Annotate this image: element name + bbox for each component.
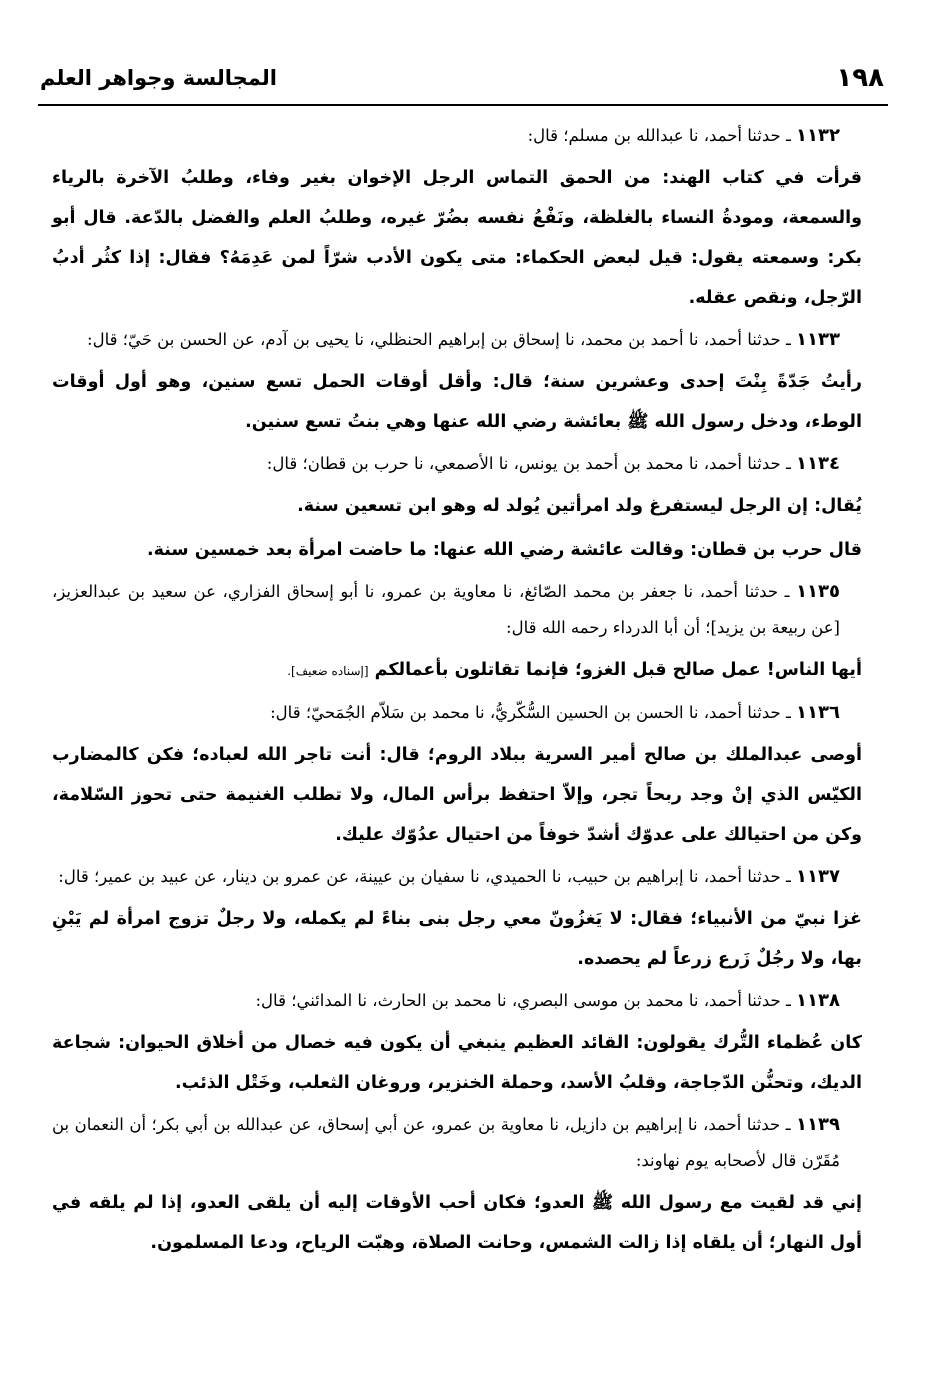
narration-text-paragraph xyxy=(52,530,884,570)
narration-text: غزا نبيّ من الأنبياء؛ فقال: لا يَغزُونّ معي رجل بنى بناءً لم يكمله، ولا رجلٌ تزوج امرأة لم يَبْنِ بها، ولا رجُلٌ زَرع زرعاً لم يحصده. xyxy=(52,909,862,969)
narration-text-paragraph xyxy=(52,735,884,855)
hadith-number: ١١٣٦ xyxy=(796,702,840,723)
hadith-chain-paragraph xyxy=(52,118,884,154)
chain-text: ـ حدثنا أحمد، نا عبدالله بن مسلم؛ قال: xyxy=(527,126,797,145)
chain-text: ـ حدثنا أحمد، نا أحمد بن محمد، نا إسحاق بن إبراهيم الحنظلي، نا يحيى بن آدم، عن الحسن بن حَيّ؛ قال: xyxy=(87,330,797,349)
hadith-number: ١١٣٥ xyxy=(796,581,841,602)
hadith-chain-paragraph xyxy=(52,983,884,1019)
narration-text: أيها الناس! عمل صالح قبل الغزو؛ فإنما تقاتلون بأعمالكم xyxy=(368,660,862,680)
hadith-number: ١١٣٣ xyxy=(796,329,840,350)
chain-text: ـ حدثنا أحمد، نا جعفر بن محمد الصّائغ، نا معاوية بن عمرو، نا أبو إسحاق الفزاري، عن سعيد بن عبدالعزيز، [عن ربيعة بن يزيد]؛ أن أبا الدرداء رحمه الله قال: xyxy=(52,582,840,637)
chain-text: ـ حدثنا أحمد، نا إبراهيم بن دازيل، نا معاوية بن عمرو، عن أبي إسحاق، عن عبدالله بن أبي بكر؛ أن النعمان بن مُقَرّن قال لأصحابه يوم نهاوند: xyxy=(52,1115,840,1170)
narration-text-paragraph xyxy=(52,1023,884,1103)
hadith-number: ١١٣٩ xyxy=(796,1114,840,1135)
page-header xyxy=(40,56,884,100)
running-title: المجالسة وجواهر العلم xyxy=(40,66,277,90)
chain-text: ـ حدثنا أحمد، نا محمد بن أحمد بن يونس، نا الأصمعي، نا حرب بن قطان؛ قال: xyxy=(266,454,797,473)
hadith-chain-paragraph xyxy=(52,574,884,646)
hadith-chain-paragraph xyxy=(52,859,884,895)
hadith-number: ١١٣٢ xyxy=(796,125,840,146)
hadith-chain-paragraph xyxy=(52,1107,884,1179)
chain-text: ـ حدثنا أحمد، نا إبراهيم بن حبيب، نا الحميدي، نا سفيان بن عيينة، عن عمرو بن دينار، عن عبيد بن عمير؛ قال: xyxy=(58,867,797,886)
hadith-chain-paragraph xyxy=(52,695,884,731)
header-rule xyxy=(38,104,888,106)
narration-text-paragraph xyxy=(52,158,884,318)
hadith-chain-paragraph xyxy=(52,322,884,358)
narration-text: قال حرب بن قطان: وقالت عائشة رضي الله عنها: ما حاضت امرأة بعد خمسين سنة. xyxy=(147,540,862,560)
narration-text-paragraph xyxy=(52,486,884,526)
narration-text: كان عُظماء التُّرك يقولون: القائد العظيم ينبغي أن يكون فيه خصال من أخلاق الحيوان: شجاعة الديك، وتحنُّن الدّجاجة، وقلبُ الأسد، وحملة الخنزير، وروغان الثعلب، وخَتْل الذئب. xyxy=(52,1033,862,1093)
page-number: ١٩٨ xyxy=(836,63,884,93)
hadith-number: ١١٣٤ xyxy=(796,453,840,474)
chain-text: ـ حدثنا أحمد، نا محمد بن موسى البصري، نا محمد بن الحارث، نا المدائني؛ قال: xyxy=(255,991,797,1010)
hadith-number: ١١٣٧ xyxy=(796,866,840,887)
narration-text: رأيتُ جَدّةً بِنْتَ إحدى وعشرين سنة؛ قال: وأقل أوقات الحمل تسع سنين، وهو أول أوقات الوطء، ودخل رسول الله ﷺ بعائشة رضي الله عنها وهي بنتُ تسع سنين. xyxy=(52,372,862,432)
page-body xyxy=(52,118,884,1267)
narration-text: أوصى عبدالملك بن صالح أمير السرية ببلاد الروم؛ قال: أنت تاجر الله لعباده؛ فكن كالمضارب الكيّس الذي إنْ وجد ربحاً تجر، وإلاّ احتفظ برأس المال، ولا تطلب الغنيمة حتى تحوز السّلامة، وكن من احتيالك على عدوّك أشدّ خوفاً من احتيال عدُوّك عليك. xyxy=(52,745,862,845)
narration-text-paragraph xyxy=(52,899,884,979)
narration-text: قرأت في كتاب الهند: من الحمق التماس الرجل الإخوان بغير وفاء، وطلبُ الآخرة بالرياء والسمعة، ومودةُ النساء بالغلظة، ونَفْعُ نفسه بضُرّ غيره، وطلبُ العلم والفضل بالدّعة. قال أبو بكر: وسمعته يقول: قيل لبعض الحكماء: متى يكون الأدب شرّاً لمن عَدِمَهُ؟ فقال: إذا كثُر أدبُ الرّجل، ونقص عقله. xyxy=(52,168,862,308)
hadith-number: ١١٣٨ xyxy=(796,990,840,1011)
chain-text: ـ حدثنا أحمد، نا الحسن بن الحسين السُّكّريُّ، نا محمد بن سَلاّم الجُمَحيّ؛ قال: xyxy=(270,703,797,722)
narration-text-paragraph xyxy=(52,362,884,442)
hadith-chain-paragraph xyxy=(52,446,884,482)
grading-note: [إسناده ضعيف]. xyxy=(287,664,369,678)
narration-text-paragraph xyxy=(52,1183,884,1263)
narration-text: يُقال: إن الرجل ليستفرغ ولد امرأتين يُولد له وهو ابن تسعين سنة. xyxy=(297,496,862,516)
narration-text: إني قد لقيت مع رسول الله ﷺ العدو؛ فكان أحب الأوقات إليه أن يلقى العدو، إذا لم يلقه في أول النهار؛ أن يلقاه إذا زالت الشمس، وحانت الصلاة، وهبّت الرياح، ودعا المسلمون. xyxy=(52,1193,862,1253)
narration-text-paragraph xyxy=(52,650,884,691)
